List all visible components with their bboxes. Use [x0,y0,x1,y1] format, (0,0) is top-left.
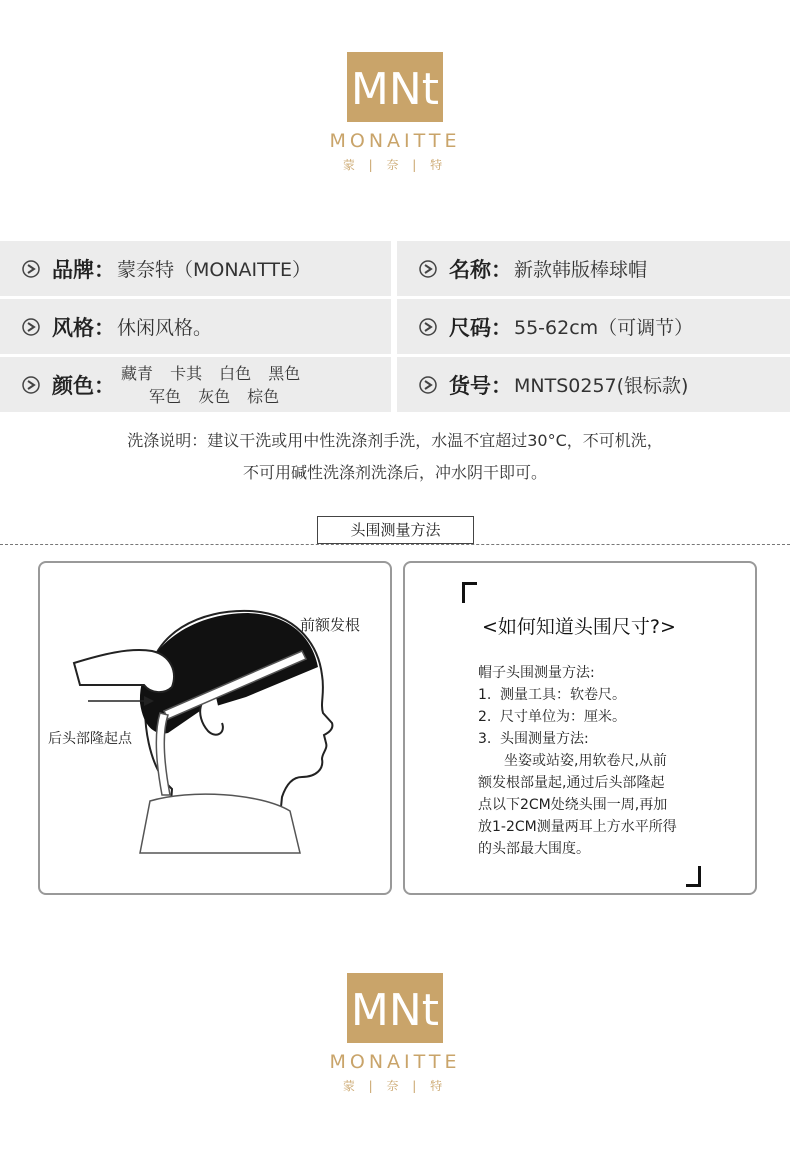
logo-mark-text: MNt [350,985,440,1036]
brand-name-cn: 蒙 | 奈 | 特 [342,1079,448,1093]
spec-name-label: 名称： [449,257,512,282]
spec-name-value: 新款韩版棒球帽 [514,259,648,281]
howto-detail: 放1-2CM测量两耳上方水平所得 [478,819,677,835]
spec-row [0,241,790,296]
circle-arrow-icon [419,260,437,278]
step-number: 3. [478,731,492,747]
brand-logo-bottom [0,973,790,1094]
spec-brand [0,241,391,296]
logo-mark-icon [347,973,443,1043]
section-title: 头围测量方法 [317,516,474,544]
spec-row [0,357,790,412]
howto-step [478,684,677,706]
spec-style-value: 休闲风格。 [117,317,213,339]
spec-color [0,357,391,412]
spec-sku-value: MNTS0257(银标款) [514,375,689,397]
logo-mark-icon [347,52,443,122]
spec-color-line2: 军色 灰色 棕色 [149,386,280,406]
spec-size-label: 尺码： [449,315,512,340]
howto-detail: 额发根部量起,通过后头部隆起 [478,775,665,791]
brand-name: MONAITTE [329,130,461,152]
brand-name-cn: 蒙 | 奈 | 特 [342,158,448,172]
spec-size-value: 55-62cm（可调节） [514,317,694,339]
step-number: 2. [478,709,492,725]
howto-step [478,706,677,728]
circle-arrow-icon [22,376,40,394]
spec-brand-value: 蒙奈特（MONAITTE） [117,259,312,281]
brand-logo-top [0,52,790,173]
step-text: 头围测量方法: [500,731,589,747]
spec-color-line1: 藏青 卡其 白色 黑色 [121,363,301,383]
spec-sku-label: 货号： [449,373,512,398]
howto-detail: 的头部最大围度。 [478,841,590,857]
logo-mark-text: MNt [350,64,440,115]
spec-size [397,299,790,354]
howto-detail: 坐姿或站姿,用软卷尺,从前 [504,753,667,769]
bracket-open-icon [462,582,477,603]
spec-style [0,299,391,354]
howto-title: <如何知道头围尺寸?> [482,616,676,638]
spec-brand-label: 品牌： [52,257,115,282]
spec-sku [397,357,790,412]
step-text: 尺寸单位为：厘米。 [500,709,626,725]
hand-shape [74,650,174,692]
section-divider [0,544,790,545]
spec-color-values [121,362,300,408]
spec-color-label: 颜色： [52,373,115,398]
howto-heading: 帽子头围测量方法: [478,665,595,681]
howto-step [478,728,677,750]
wash-instructions-line1: 洗涤说明：建议干洗或用中性洗涤剂手洗，水温不宜超过30°C，不可机洗， [127,431,663,450]
howto-detail: 点以下2CM处绕头围一周,再加 [478,797,668,813]
circle-arrow-icon [419,318,437,336]
back-head-label: 后头部隆起点 [48,731,132,747]
brand-name: MONAITTE [329,1051,461,1073]
step-number: 1. [478,687,492,703]
howto-body [478,662,677,860]
circle-arrow-icon [22,260,40,278]
bracket-close-icon [686,866,701,887]
spec-name [397,241,790,296]
circle-arrow-icon [419,376,437,394]
step-text: 测量工具：软卷尺。 [500,687,626,703]
spec-grid [0,241,790,415]
wash-instructions-line2: 不可用碱性洗涤剂洗涤后，冲水阴干即可。 [242,463,547,482]
front-hairline-label: 前额发根 [300,616,361,634]
circle-arrow-icon [22,318,40,336]
spec-row [0,299,790,354]
spec-style-label: 风格： [52,315,115,340]
